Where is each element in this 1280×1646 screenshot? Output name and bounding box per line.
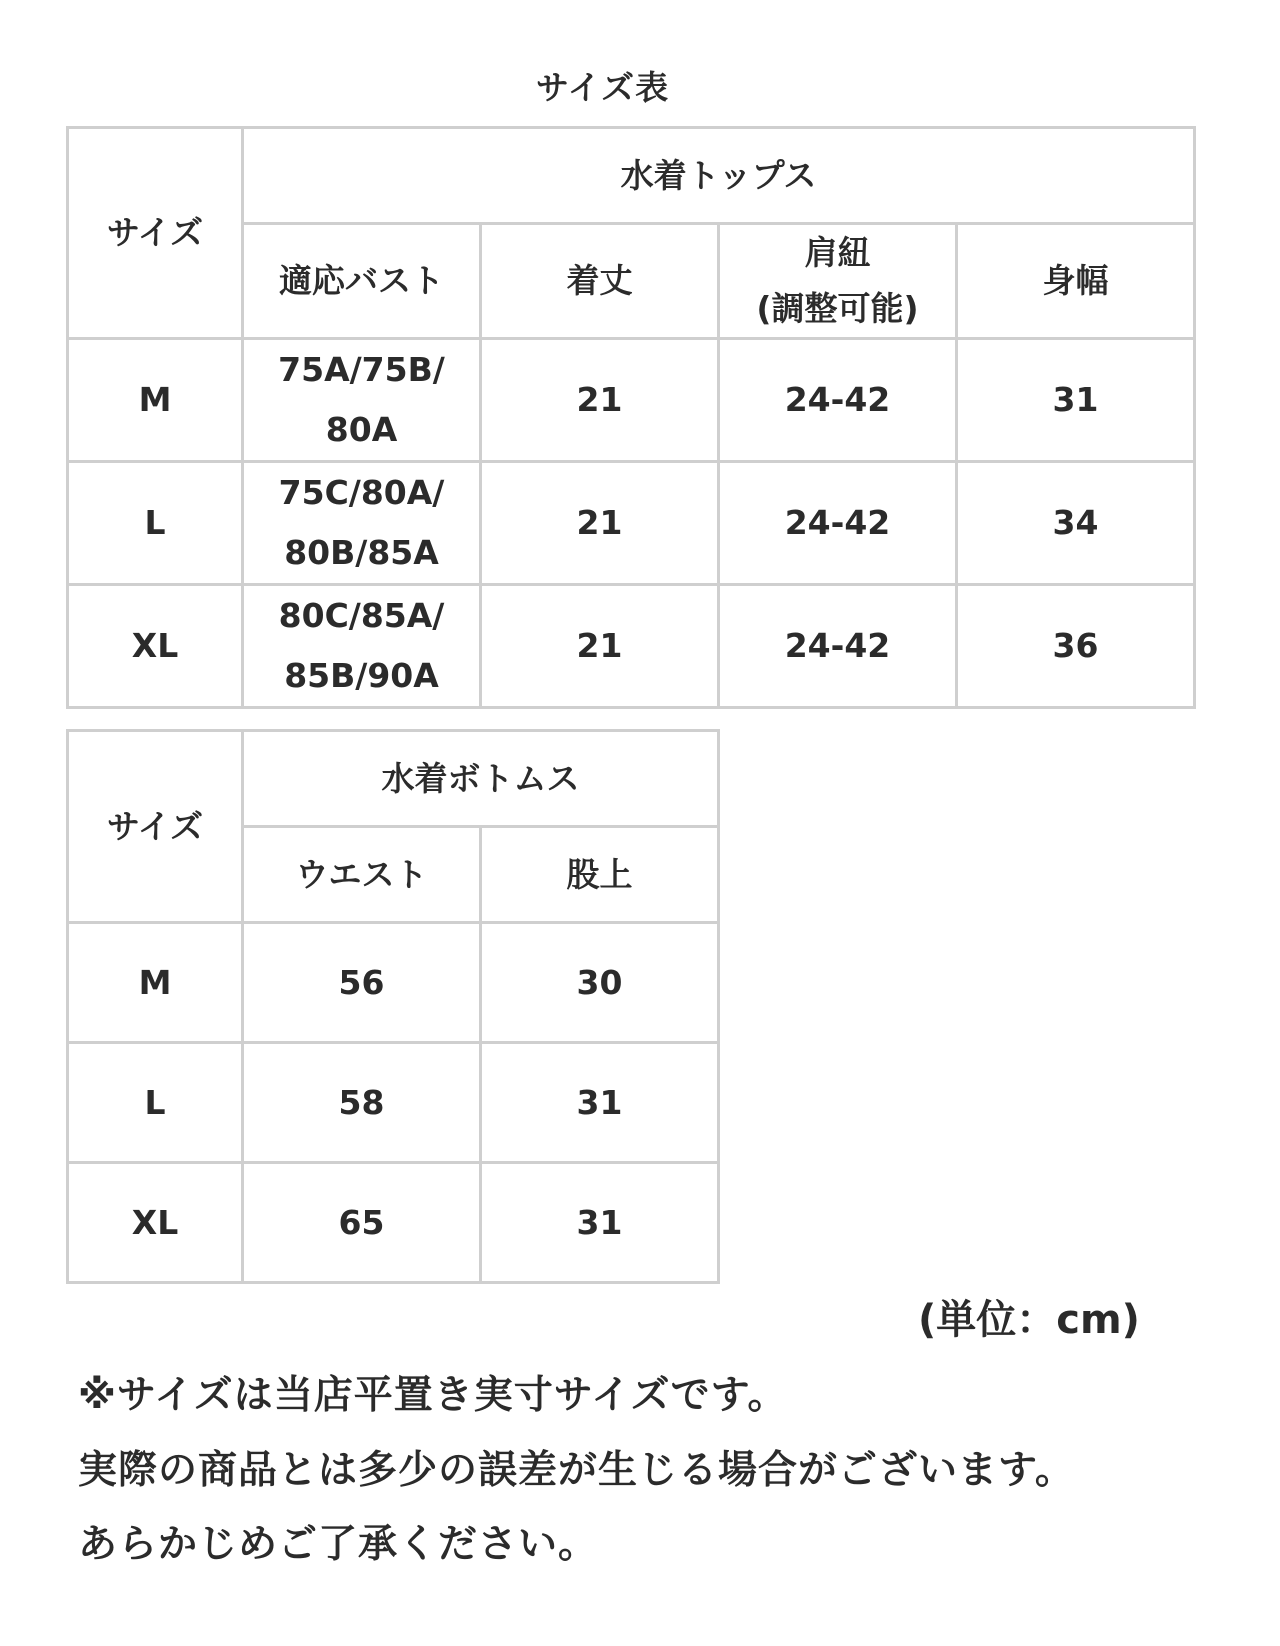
- tops-group-header: 水着トップス: [243, 128, 1195, 224]
- page-title: サイズ表: [535, 68, 670, 107]
- tops-size-table: [66, 126, 1196, 709]
- size-cell: XL: [68, 1163, 243, 1283]
- waist-cell: 65: [243, 1163, 481, 1283]
- waist-cell: 56: [243, 923, 481, 1043]
- table-row: [68, 923, 719, 1043]
- bust-line1: 80C/85A/: [278, 596, 445, 635]
- table-row: [68, 1043, 719, 1163]
- strap-cell: 24-42: [719, 339, 957, 462]
- length-cell: 21: [481, 462, 719, 585]
- bust-line1: 75A/75B/: [278, 350, 445, 389]
- bottoms-size-table: [66, 729, 720, 1284]
- strap-cell: 24-42: [719, 462, 957, 585]
- bust-line1: 75C/80A/: [278, 473, 445, 512]
- bust-cell: [243, 462, 481, 585]
- disclaimer-line-3: あらかじめご了承ください。: [78, 1522, 599, 1567]
- size-header: サイズ: [68, 128, 243, 339]
- strap-header: [719, 224, 957, 339]
- waist-header: ウエスト: [243, 827, 481, 923]
- width-cell: 36: [957, 585, 1195, 708]
- rise-cell: 30: [481, 923, 719, 1043]
- width-cell: 31: [957, 339, 1195, 462]
- size-cell: L: [68, 462, 243, 585]
- length-header: 着丈: [481, 224, 719, 339]
- strap-header-line2: (調整可能): [756, 289, 919, 328]
- width-cell: 34: [957, 462, 1195, 585]
- bust-line2: 85B/90A: [284, 656, 439, 695]
- size-header: サイズ: [68, 731, 243, 923]
- rise-cell: 31: [481, 1043, 719, 1163]
- disclaimer-line-1: ※サイズは当店平置き実寸サイズです。: [78, 1373, 788, 1418]
- bust-header: 適応バスト: [243, 224, 481, 339]
- table-row: [68, 339, 1195, 462]
- length-cell: 21: [481, 585, 719, 708]
- disclaimer-line-2: 実際の商品とは多少の誤差が生じる場合がございます。: [78, 1448, 1075, 1493]
- bust-line2: 80B/85A: [284, 533, 439, 572]
- table-row: [68, 462, 1195, 585]
- strap-header-line1: 肩紐: [804, 233, 871, 272]
- rise-cell: 31: [481, 1163, 719, 1283]
- bottoms-group-header: 水着ボトムス: [243, 731, 719, 827]
- size-cell: M: [68, 923, 243, 1043]
- bust-cell: [243, 585, 481, 708]
- strap-cell: 24-42: [719, 585, 957, 708]
- size-cell: L: [68, 1043, 243, 1163]
- rise-header: 股上: [481, 827, 719, 923]
- unit-note: (単位：cm): [918, 1297, 1140, 1343]
- waist-cell: 58: [243, 1043, 481, 1163]
- size-cell: M: [68, 339, 243, 462]
- bust-line2: 80A: [325, 410, 398, 449]
- width-header: 身幅: [957, 224, 1195, 339]
- table-row: [68, 585, 1195, 708]
- table-row: [68, 1163, 719, 1283]
- bust-cell: [243, 339, 481, 462]
- size-cell: XL: [68, 585, 243, 708]
- length-cell: 21: [481, 339, 719, 462]
